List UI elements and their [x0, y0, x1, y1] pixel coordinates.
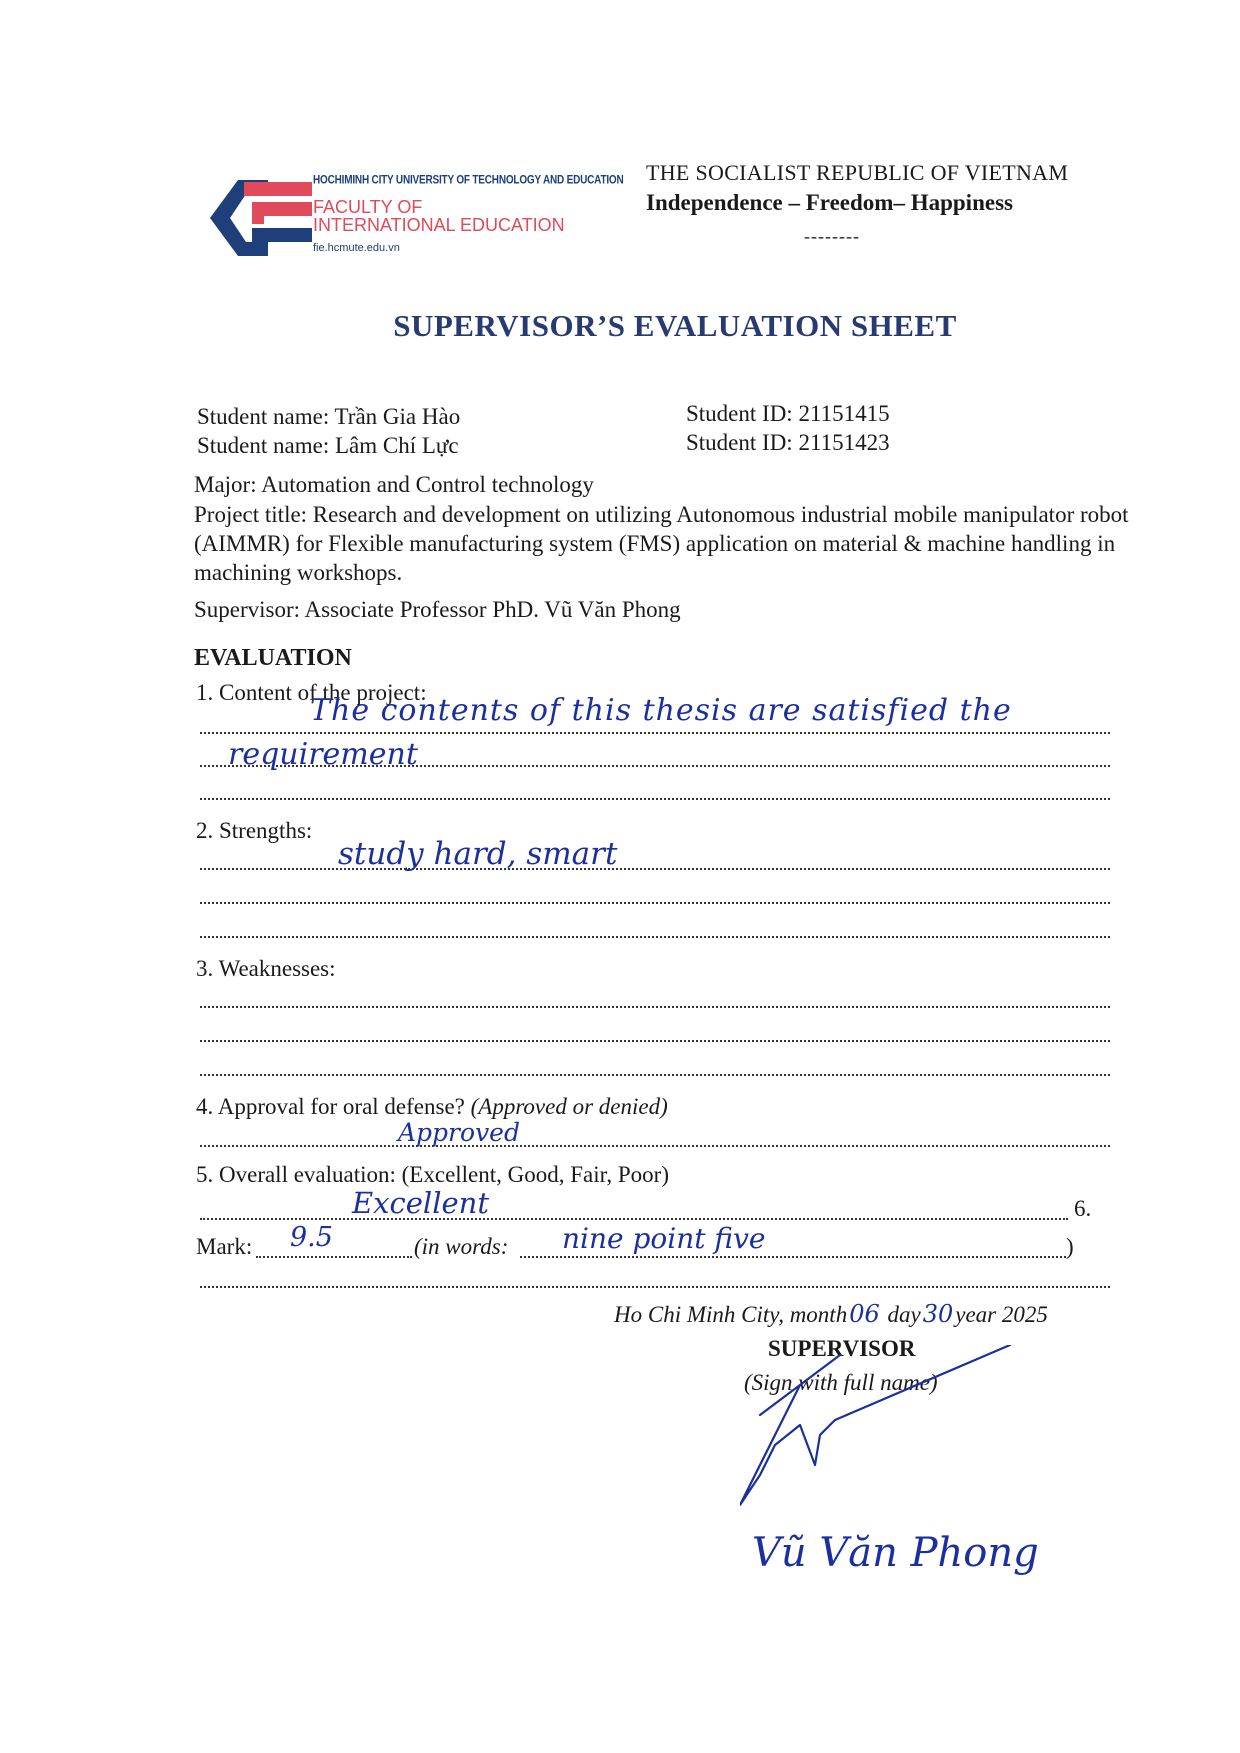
handwritten-content-answer-2: requirement: [228, 737, 418, 772]
handwritten-day: 30: [922, 1300, 954, 1328]
national-motto: Independence – Freedom– Happiness: [646, 190, 1013, 215]
handwritten-approval-answer: Approved: [398, 1118, 520, 1147]
supervisor-role: SUPERVISOR: [768, 1336, 916, 1361]
student-name-2: Student name: Lâm Chí Lực: [197, 433, 459, 458]
answer-line: [200, 1006, 1110, 1008]
question-weaknesses: 3. Weaknesses:: [196, 956, 336, 981]
university-name: HOCHIMINH CITY UNIVERSITY OF TECHNOLOGY AND EDUCATION: [313, 174, 624, 187]
handwritten-content-answer-1: The contents of this thesis are satisfied the: [310, 693, 1012, 728]
handwritten-mark-in-words: nine point five: [562, 1222, 766, 1255]
faculty-website: fie.hcmute.edu.vn: [313, 242, 400, 254]
student-id-2: Student ID: 21151423: [686, 430, 890, 455]
handwritten-month: 06: [849, 1300, 880, 1328]
question-approval-hint: (Approved or denied): [470, 1094, 668, 1119]
question-content: 1. Content of the project:: [196, 680, 427, 705]
answer-line: [200, 798, 1110, 800]
answer-line: [200, 936, 1110, 938]
question-approval-text: 4. Approval for oral defense?: [196, 1094, 465, 1119]
student-name-1: Student name: Trần Gia Hào: [197, 404, 461, 429]
question-strengths: 2. Strengths:: [196, 818, 313, 843]
question-number-6: 6.: [1074, 1196, 1092, 1221]
answer-line: [200, 732, 1110, 734]
year-label: year 2025: [955, 1302, 1048, 1327]
header-separator: --------: [804, 226, 860, 246]
student-id-1: Student ID: 21151415: [686, 401, 890, 426]
question-approval: [196, 1094, 668, 1120]
answer-line: [200, 1040, 1110, 1042]
page-title: SUPERVISOR’S EVALUATION SHEET: [393, 308, 957, 343]
answer-line: [200, 868, 1110, 870]
mark-label: Mark:: [196, 1234, 253, 1259]
answer-line: [200, 1218, 1068, 1220]
day-label: day: [887, 1302, 921, 1327]
in-words-close: ): [1066, 1234, 1074, 1259]
question-overall: 5. Overall evaluation: (Excellent, Good, Fair, Poor): [196, 1162, 670, 1187]
in-words-label: (in words:: [414, 1234, 509, 1259]
faculty-name-line2: INTERNATIONAL EDUCATION: [313, 215, 565, 235]
handwritten-strengths-answer: study hard, smart: [338, 836, 618, 872]
answer-line: [200, 902, 1110, 904]
faculty-logo-icon: [208, 172, 314, 264]
answer-line: [200, 1074, 1110, 1076]
place-date-prefix: Ho Chi Minh City, month: [614, 1302, 848, 1327]
in-words-line: [520, 1256, 1066, 1258]
project-title: Project title: Research and development on utilizing Autonomous industrial mobile manipulator robot (AIMMR) for Flexible manufacturing system (FMS) application on material & machine handling in machining workshops.: [194, 502, 1129, 585]
supervisor: Supervisor: Associate Professor PhD. Vũ Văn Phong: [194, 597, 681, 622]
evaluation-heading: EVALUATION: [194, 645, 352, 671]
sign-hint: (Sign with full name): [744, 1370, 938, 1395]
handwritten-signature-name: Vũ Văn Phong: [752, 1530, 1039, 1576]
major: Major: Automation and Control technology: [194, 472, 594, 497]
handwritten-mark-value: 9.5: [290, 1222, 333, 1253]
handwritten-overall-answer: Excellent: [352, 1186, 489, 1220]
nation-name: THE SOCIALIST REPUBLIC OF VIETNAM: [646, 160, 1069, 185]
answer-line: [200, 1145, 1110, 1147]
mark-line: [256, 1256, 412, 1258]
place-and-date: [614, 1300, 1048, 1328]
faculty-name-line1: FACULTY OF: [313, 197, 423, 217]
answer-line: [200, 1286, 1110, 1288]
